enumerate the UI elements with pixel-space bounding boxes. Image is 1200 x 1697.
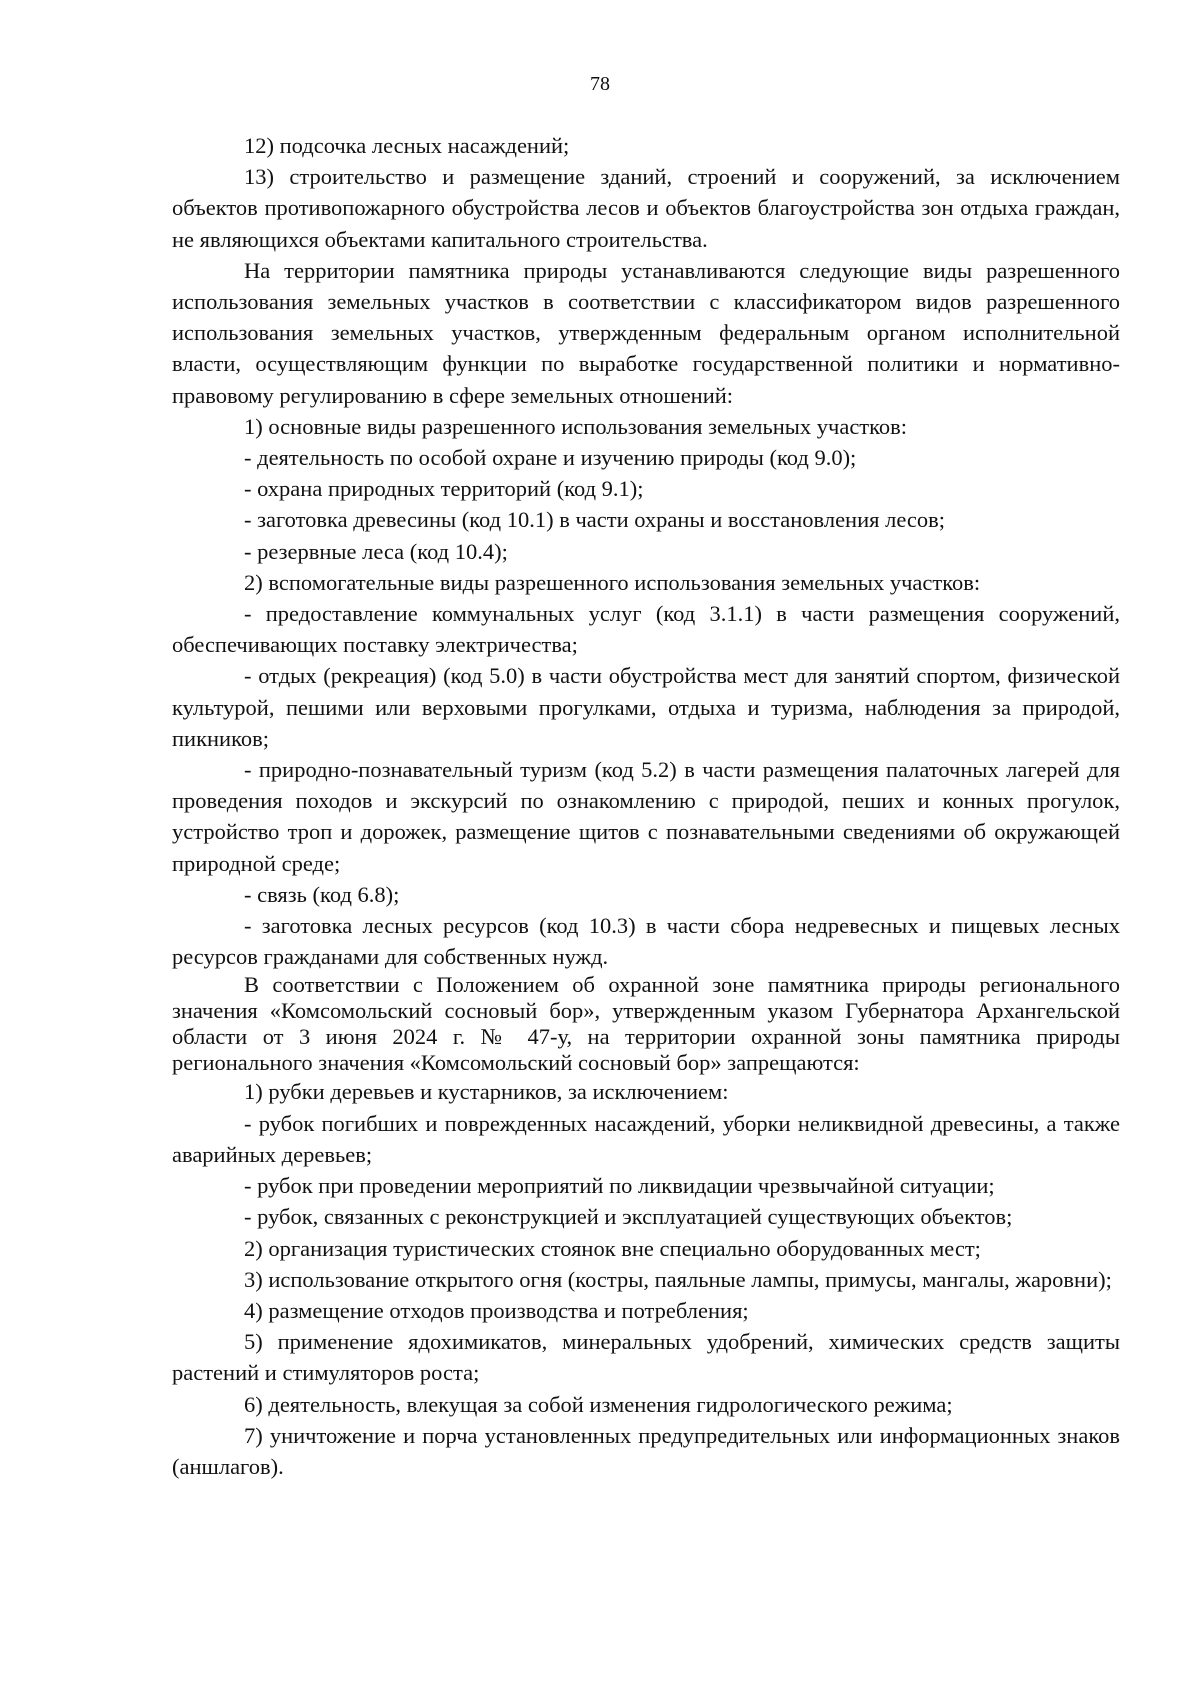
paragraph: 2) организация туристических стоянок вне специально оборудованных мест; [244,1235,981,1261]
paragraph: 13) строительство и размещение зданий, строений и сооружений, за исключением объектов противопожарного обустройства лесов и объектов благоустройства зон отдыха граждан, не являющихся объектами капитального строительства. [172,164,1120,252]
paragraph: - предоставление коммунальных услуг (код 3.1.1) в части размещения сооружений, обеспечивающих поставку электричества; [172,601,1120,658]
paragraph: 4) размещение отходов производства и потребления; [244,1297,749,1323]
paragraph: В соответствии с Положением об охранной зоне памятника природы регионального значения «Комсомольский сосновый бор», утвержденным указом Губернатора Архангельской области от 3 июня 2024 г. № 47-у, на территории охранной зоны памятника природы регионального значения «Комсомольский сосновый бор» запрещаются: [172,972,1120,1076]
paragraph: 7) уничтожение и порча установленных предупредительных или информационных знаков (аншлагов). [172,1422,1120,1479]
paragraph: - отдых (рекреация) (код 5.0) в части обустройства мест для занятий спортом, физической культурой, пешими или верховыми прогулками, отдыха и туризма, наблюдения за природой, пикников; [172,663,1120,751]
paragraph: - резервные леса (код 10.4); [244,538,508,564]
paragraph: - охрана природных территорий (код 9.1); [244,476,644,502]
paragraph: - рубок при проведении мероприятий по ликвидации чрезвычайной ситуации; [244,1173,995,1199]
paragraph: - заготовка древесины (код 10.1) в части охраны и восстановления лесов; [244,507,945,533]
paragraph: - заготовка лесных ресурсов (код 10.3) в части сбора недревесных и пищевых лесных ресурсов гражданами для собственных нужд. [172,913,1120,970]
paragraph: - природно-познавательный туризм (код 5.2) в части размещения палаточных лагерей для проведения походов и экскурсий по ознакомлению с природой, пеших и конных прогулок, устройство троп и дорожек, размещение щитов с познавательными сведениями об окружающей природной среде; [172,757,1120,876]
document-body [172,130,1120,1482]
paragraph: 1) основные виды разрешенного использования земельных участков: [244,413,908,439]
paragraph: - рубок погибших и поврежденных насаждений, уборки неликвидной древесины, а также аварийных деревьев; [172,1110,1120,1167]
paragraph: 2) вспомогательные виды разрешенного использования земельных участков: [244,569,981,595]
paragraph: 3) использование открытого огня (костры, паяльные лампы, примусы, мангалы, жаровни); [244,1266,1112,1292]
paragraph: На территории памятника природы устанавливаются следующие виды разрешенного использования земельных участков в соответствии с классификатором видов разрешенного использования земельных участков, утвержденным федеральным органом исполнительной власти, осуществляющим функции по выработке государственной политики и нормативно-правовому регулированию в сфере земельных отношений: [172,257,1120,408]
paragraph: - деятельность по особой охране и изучению природы (код 9.0); [244,445,857,471]
paragraph: - связь (код 6.8); [244,881,400,907]
page-number: 78 [590,73,610,95]
paragraph: - рубок, связанных с реконструкцией и эксплуатацией существующих объектов; [244,1204,1013,1230]
paragraph: 1) рубки деревьев и кустарников, за исключением: [244,1079,729,1105]
paragraph: 12) подсочка лесных насаждений; [244,133,570,158]
paragraph: 5) применение ядохимикатов, минеральных удобрений, химических средств защиты растений и стимуляторов роста; [172,1329,1120,1386]
paragraph: 6) деятельность, влекущая за собой изменения гидрологического режима; [244,1391,953,1417]
